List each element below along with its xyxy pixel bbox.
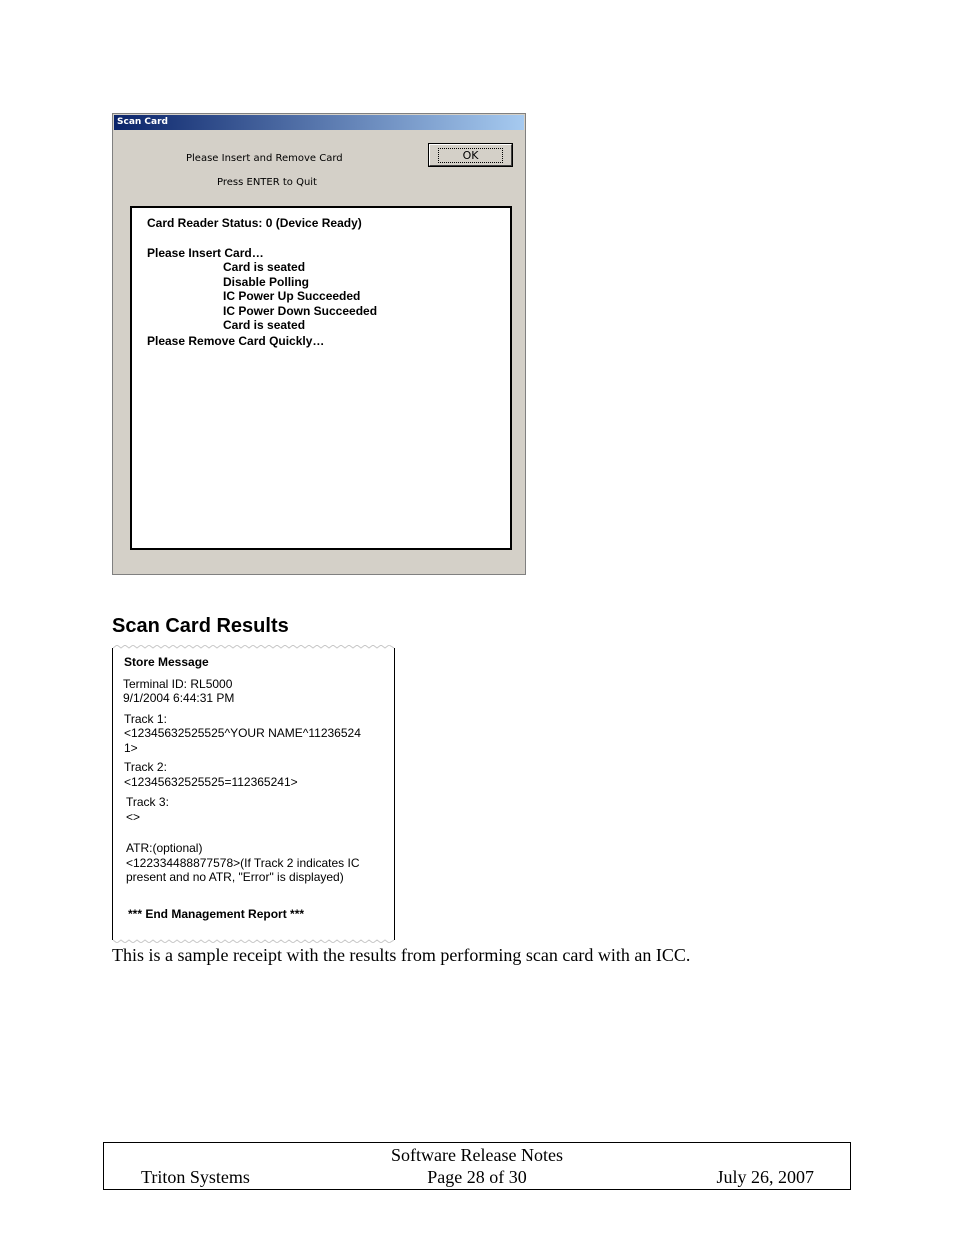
page-footer — [103, 1142, 851, 1190]
footer-date: July 26, 2007 — [716, 1167, 814, 1187]
receipt-track2-value: <12345632525525=112365241> — [124, 775, 298, 789]
receipt-track1-value: <12345632525525^YOUR NAME^11236524 — [124, 726, 361, 740]
enter-quit-message: Press ENTER to Quit — [217, 177, 317, 188]
status-line: IC Power Down Succeeded — [223, 304, 378, 318]
receipt-atr-label: ATR:(optional) — [126, 841, 203, 855]
receipt-footer: *** End Management Report *** — [128, 907, 305, 921]
receipt-torn-edge-bottom — [113, 937, 394, 943]
sample-receipt — [112, 648, 395, 940]
receipt-track3-label: Track 3: — [126, 795, 169, 809]
receipt-track1-value-cont: 1> — [124, 741, 138, 755]
ok-button-label: OK — [438, 148, 504, 163]
receipt-track3-value: <> — [126, 810, 141, 824]
status-line: Card is seated — [223, 260, 306, 274]
status-line: Please Insert Card… — [147, 246, 264, 260]
insert-remove-message: Please Insert and Remove Card — [186, 153, 343, 164]
receipt-track1-label: Track 1: — [124, 712, 167, 726]
card-reader-status-box — [130, 206, 512, 550]
receipt-caption: This is a sample receipt with the results from performing scan card with an ICC. — [112, 945, 691, 965]
status-line: Card is seated — [223, 318, 306, 332]
footer-doc-title: Software Release Notes — [391, 1145, 563, 1165]
dialog-title-bar: Scan Card — [114, 115, 524, 130]
footer-company: Triton Systems — [141, 1167, 250, 1187]
receipt-track2-label: Track 2: — [124, 760, 167, 774]
receipt-header: Store Message — [124, 655, 209, 669]
receipt-atr-value: <122334488877578>(If Track 2 indicates IC — [126, 856, 360, 870]
status-line: Card Reader Status: 0 (Device Ready) — [147, 216, 362, 230]
receipt-terminal-id: Terminal ID: RL5000 — [123, 677, 233, 691]
receipt-atr-note: present and no ATR, "Error" is displayed) — [126, 870, 344, 884]
receipt-torn-edge-top — [113, 645, 394, 651]
status-line: IC Power Up Succeeded — [223, 289, 361, 303]
footer-page-number: Page 28 of 30 — [427, 1167, 527, 1187]
status-line: Please Remove Card Quickly… — [147, 334, 325, 348]
ok-button[interactable] — [428, 143, 513, 167]
receipt-datetime: 9/1/2004 6:44:31 PM — [123, 691, 235, 705]
status-line: Disable Polling — [223, 275, 310, 289]
section-heading: Scan Card Results — [112, 615, 289, 637]
scan-card-dialog — [112, 113, 526, 575]
